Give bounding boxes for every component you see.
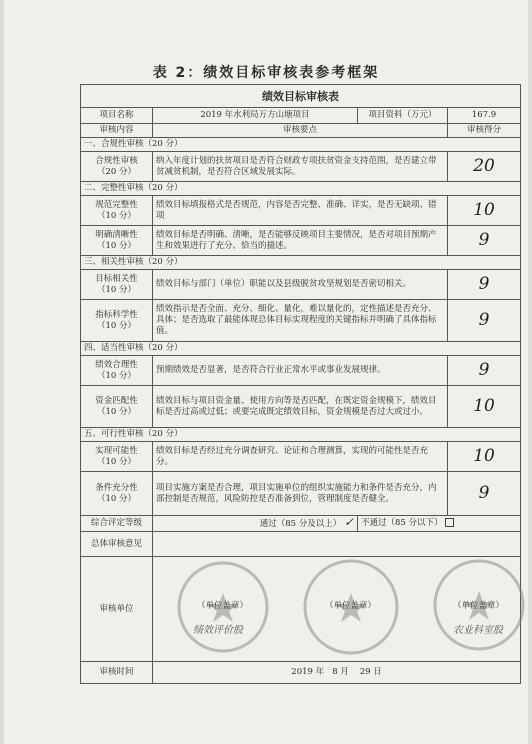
row-item-text: 绩效指示是否全面、充分、细化、量化，难以量化的，定性描述是否充分、具体；是否选取了最能体现总体目标实现程度的关键指标并明确了具体指标值。 (153, 300, 448, 342)
project-fund-label: 项目资料（万元） (358, 108, 448, 124)
project-name-label: 项目名称 (81, 108, 153, 124)
section-appropriateness: 四、适当性审核（20 分） (81, 342, 521, 356)
section-feasibility: 五、可行性审核（20 分） (81, 428, 521, 442)
row-item-score: 9 (448, 356, 521, 386)
pass-checkmark: ✓ (343, 515, 354, 529)
row-item-text: 预期绩效是否显著，是否符合行业正常水平或事业发展规律。 (153, 356, 448, 386)
row-item-name: 实现可能性 （10 分） (81, 442, 153, 472)
overall-opinion-label: 总体审核意见 (81, 532, 153, 557)
row-item-score: 10 (448, 386, 521, 428)
handwritten-dept-3: 农业科室股 (453, 625, 503, 636)
fail-checkbox (445, 518, 454, 527)
review-table (80, 84, 521, 684)
row-item-name: 合规性审核 （20 分） (81, 152, 153, 182)
row-item-name: 绩效合理性 （10 分） (81, 356, 153, 386)
row-item-score: 9 (448, 300, 521, 342)
review-time-value: 2019 年 8 月 29 日 (153, 662, 521, 684)
row-item-text: 绩效目标是否经过充分调查研究、论证和合理测算，实现的可能性是否充分。 (153, 442, 448, 472)
table-row (81, 472, 521, 516)
table-title: 绩效目标审核表 (81, 85, 521, 108)
header-content: 审核内容 (81, 124, 153, 138)
header-score: 审核得分 (448, 124, 521, 138)
row-item-text: 绩效目标是否明确、清晰，是否能够反映项目主要情况，是否对项目预期产生和效果进行了充分、恰当的描述。 (153, 226, 448, 256)
row-item-score: 10 (448, 442, 521, 472)
row-item-score: 20 (448, 152, 521, 182)
table-row (81, 226, 521, 256)
row-item-score: 10 (448, 196, 521, 226)
document-page (4, 0, 528, 744)
section-completeness: 二、完整性审核（20 分） (81, 182, 521, 196)
row-item-name: 条件充分性 （10 分） (81, 472, 153, 516)
project-fund-value: 167.9 (448, 108, 521, 124)
overall-fail-option: 不通过（85 分以下） (358, 516, 521, 532)
row-item-text: 绩效目标与项目资金量、使用方向等是否匹配，在既定资金规模下，绩效目标是否过高或过低；或要完成既定绩效目标，资金规模是否过大或过小。 (153, 386, 448, 428)
project-name-value: 2019 年水利局万方山塘项目 (153, 108, 358, 124)
row-item-text: 项目实施方案是否合理，项目实施单位的组织实施能力和条件是否充分，内部控制是否规范，风险防控是否准备到位，管理制度是否健全。 (153, 472, 448, 516)
document-title: 表 2：绩效目标审核表参考框架 (152, 65, 380, 81)
row-item-name: 明确清晰性 （10 分） (81, 226, 153, 256)
table-row (81, 152, 521, 182)
header-points: 审核要点 (153, 124, 448, 138)
handwritten-dept-1: 绩效评价股 (193, 625, 243, 636)
review-unit-seals (153, 557, 521, 662)
row-item-score: 9 (448, 226, 521, 256)
table-row (81, 356, 521, 386)
row-item-text: 绩效目标与部门（单位）职能以及县级脱贫攻坚规划是否密切相关。 (153, 270, 448, 300)
row-item-score: 9 (448, 472, 521, 516)
row-item-score: 9 (448, 270, 521, 300)
table-row (81, 442, 521, 472)
review-unit-label: 审核单位 (81, 557, 153, 662)
table-row (81, 386, 521, 428)
overall-opinion-value (153, 532, 521, 557)
row-item-name: 规范完整性 （10 分） (81, 196, 153, 226)
table-row (81, 196, 521, 226)
row-item-text: 纳入年度计划的扶贫项目是否符合财政专项扶贫资金支持范围，是否建立带贫减贫机制，是否符合区域发展实际。 (153, 152, 448, 182)
row-item-text: 绩效目标填报格式是否规范，内容是否完整、准确、详实，是否无缺项、错项 (153, 196, 448, 226)
seal-label-2: （单位盖章） (325, 601, 377, 611)
section-relevance: 三、相关性审核（20 分） (81, 256, 521, 270)
seal-label-3: （单位盖章） (453, 601, 505, 611)
seal-label-1: （单位盖章） (197, 601, 249, 611)
review-time-label: 审核时间 (81, 662, 153, 684)
row-item-name: 目标相关性 （10 分） (81, 270, 153, 300)
row-item-name: 指标科学性 （10 分） (81, 300, 153, 342)
table-row (81, 300, 521, 342)
table-row (81, 270, 521, 300)
overall-grade-label: 综合评定等级 (81, 516, 153, 532)
overall-pass-option: 通过（85 分及以上） ✓ (153, 516, 358, 532)
row-item-name: 资金匹配性 （10 分） (81, 386, 153, 428)
section-compliance: 一、合规性审核（20 分） (81, 138, 521, 152)
